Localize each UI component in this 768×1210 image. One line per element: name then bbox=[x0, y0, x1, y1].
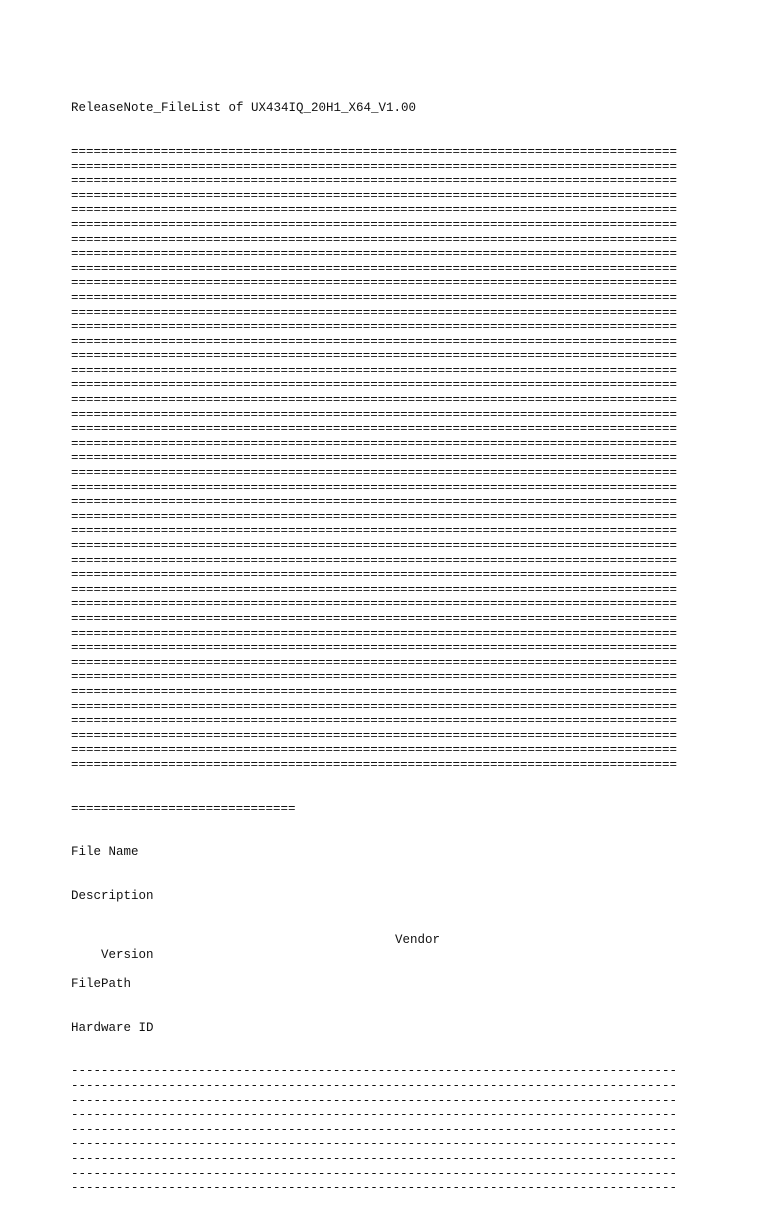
dash-separator-line: --------------------------------------------------------------------------------- bbox=[71, 1078, 677, 1093]
equals-separator-line: ================================================================================= bbox=[71, 568, 677, 583]
equals-separator-line: ================================================================================= bbox=[71, 641, 677, 656]
equals-separator-line: ================================================================================= bbox=[71, 159, 677, 174]
field-file-path: FilePath bbox=[71, 976, 132, 991]
document-title: ReleaseNote_FileList of UX434IQ_20H1_X64_V1.00 bbox=[71, 101, 417, 116]
equals-separator-line: ================================================================================= bbox=[71, 714, 677, 729]
equals-separator-line: ================================================================================= bbox=[71, 232, 677, 247]
field-version: Version bbox=[101, 947, 154, 962]
dash-separator-line: --------------------------------------------------------------------------------- bbox=[71, 1151, 677, 1166]
equals-separator-line: ================================================================================= bbox=[71, 553, 677, 568]
equals-separator-line: ================================================================================= bbox=[71, 349, 677, 364]
equals-separator-line: ================================================================================= bbox=[71, 217, 677, 232]
equals-separator-line: ================================================================================= bbox=[71, 743, 677, 758]
equals-separator-line: ================================================================================= bbox=[71, 509, 677, 524]
version-vendor-row bbox=[71, 933, 701, 962]
dash-separator-line: --------------------------------------------------------------------------------- bbox=[71, 1064, 677, 1079]
field-hardware-id: Hardware ID bbox=[71, 1020, 154, 1035]
equals-separator-line: ================================================================================= bbox=[71, 495, 677, 510]
equals-separator-line: ================================================================================= bbox=[71, 670, 677, 685]
equals-separator-line: ================================================================================= bbox=[71, 407, 677, 422]
equals-separator-line: ================================================================================= bbox=[71, 363, 677, 378]
dash-separator-block bbox=[71, 1064, 701, 1195]
field-vendor: Vendor bbox=[395, 933, 441, 948]
equals-separator-line: ================================================================================= bbox=[71, 203, 677, 218]
equals-separator-line: ================================================================================= bbox=[71, 144, 677, 159]
equals-separator-line: ================================================================================= bbox=[71, 261, 677, 276]
release-note-page bbox=[71, 72, 701, 1210]
equals-separator-line: ================================================================================= bbox=[71, 290, 677, 305]
equals-separator-line: ================================================================================= bbox=[71, 393, 677, 408]
equals-separator-line: ================================================================================= bbox=[71, 480, 677, 495]
equals-separator-line: ================================================================================= bbox=[71, 655, 677, 670]
equals-separator-line: ================================================================================= bbox=[71, 611, 677, 626]
equals-separator-line: ================================================================================= bbox=[71, 582, 677, 597]
equals-separator-line: ================================================================================= bbox=[71, 247, 677, 262]
dash-separator-line: --------------------------------------------------------------------------------- bbox=[71, 1093, 677, 1108]
equals-separator-line: ================================================================================= bbox=[71, 626, 677, 641]
equals-separator-line: ================================================================================= bbox=[71, 728, 677, 743]
equals-separator-line: ================================================================================= bbox=[71, 422, 677, 437]
equals-separator-line: ================================================================================= bbox=[71, 174, 677, 189]
equals-separator-line: ================================================================================= bbox=[71, 334, 677, 349]
dash-separator-line: --------------------------------------------------------------------------------- bbox=[71, 1108, 677, 1123]
field-description: Description bbox=[71, 889, 154, 904]
equals-separator-line: ================================================================================= bbox=[71, 451, 677, 466]
equals-separator-line: ================================================================================= bbox=[71, 436, 677, 451]
equals-separator-short: ============================== bbox=[71, 801, 296, 816]
equals-separator-block bbox=[71, 145, 701, 773]
equals-separator-line: ================================================================================= bbox=[71, 539, 677, 553]
dash-separator-line: --------------------------------------------------------------------------------- bbox=[71, 1122, 677, 1137]
equals-separator-line: ================================================================================= bbox=[71, 684, 677, 699]
equals-separator-line: ================================================================================= bbox=[71, 378, 677, 393]
dash-separator-line: --------------------------------------------------------------------------------- bbox=[71, 1181, 677, 1196]
equals-separator-line: ================================================================================= bbox=[71, 466, 677, 481]
equals-separator-line: ================================================================================= bbox=[71, 524, 677, 539]
equals-separator-line: ================================================================================= bbox=[71, 276, 677, 291]
field-file-name: File Name bbox=[71, 845, 139, 860]
equals-separator-line: ================================================================================= bbox=[71, 699, 677, 714]
dash-separator-line: --------------------------------------------------------------------------------- bbox=[71, 1166, 677, 1181]
equals-separator-line: ================================================================================= bbox=[71, 320, 677, 335]
equals-separator-line: ================================================================================= bbox=[71, 188, 677, 203]
equals-separator-line: ================================================================================= bbox=[71, 597, 677, 612]
dash-separator-line: --------------------------------------------------------------------------------- bbox=[71, 1137, 677, 1152]
equals-separator-line: ================================================================================= bbox=[71, 757, 677, 772]
equals-separator-line: ================================================================================= bbox=[71, 305, 677, 320]
